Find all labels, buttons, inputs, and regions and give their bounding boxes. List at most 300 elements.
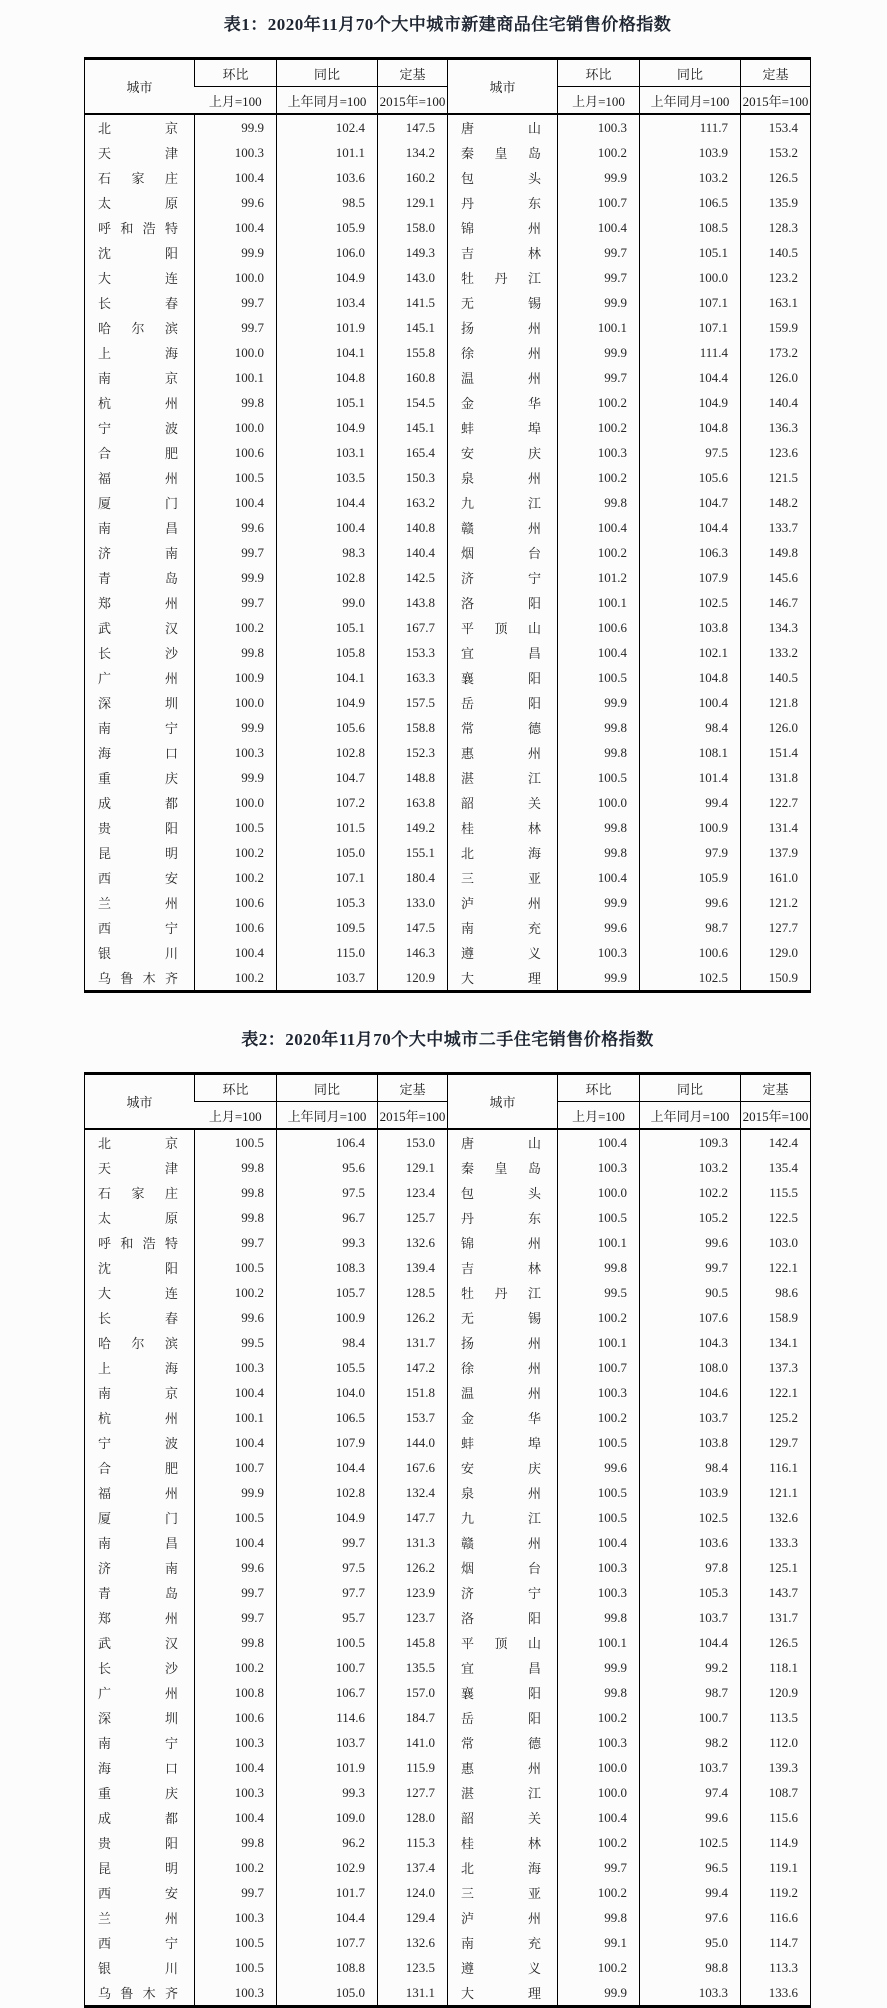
index-value-cell: 99.8 xyxy=(558,1605,640,1630)
city-name: 徐州 xyxy=(461,346,541,361)
index-value-cell: 143.8 xyxy=(378,590,448,615)
index-value-cell: 99.6 xyxy=(640,1805,741,1830)
index-value-cell: 100.5 xyxy=(558,765,640,790)
index-value-cell: 100.6 xyxy=(195,890,277,915)
city-name: 天津 xyxy=(98,1161,178,1176)
index-value-cell: 100.6 xyxy=(195,1705,277,1730)
index-value-cell: 105.0 xyxy=(277,840,378,865)
index-value-cell: 100.2 xyxy=(195,840,277,865)
table-row xyxy=(85,390,811,415)
index-value-cell: 99.6 xyxy=(195,190,277,215)
index-value-cell: 132.4 xyxy=(378,1480,448,1505)
index-value-cell: 147.5 xyxy=(378,915,448,940)
index-value-cell: 132.6 xyxy=(378,1930,448,1955)
index-value-cell: 108.0 xyxy=(640,1355,741,1380)
index-value-cell: 133.6 xyxy=(741,1980,811,2007)
index-value-cell: 101.2 xyxy=(558,565,640,590)
index-value-cell: 163.3 xyxy=(378,665,448,690)
index-value-cell: 104.1 xyxy=(277,340,378,365)
index-value-cell: 104.4 xyxy=(277,1905,378,1930)
index-value-cell: 131.7 xyxy=(741,1605,811,1630)
index-value-cell: 104.3 xyxy=(640,1330,741,1355)
city-cell xyxy=(448,665,558,690)
index-value-cell: 99.7 xyxy=(277,1530,378,1555)
city-name: 襄阳 xyxy=(461,1686,541,1701)
index-value-cell: 132.6 xyxy=(378,1230,448,1255)
index-value-cell: 126.2 xyxy=(378,1305,448,1330)
city-cell xyxy=(85,1430,195,1455)
city-name: 沈阳 xyxy=(98,246,178,261)
index-value-cell: 104.9 xyxy=(640,390,741,415)
city-cell xyxy=(448,840,558,865)
index-value-cell: 123.5 xyxy=(378,1955,448,1980)
city-name: 厦门 xyxy=(98,496,178,511)
table2-header xyxy=(85,1074,811,1130)
index-value-cell: 100.4 xyxy=(640,690,741,715)
index-value-cell: 132.6 xyxy=(741,1505,811,1530)
index-value-cell: 148.2 xyxy=(741,490,811,515)
index-value-cell: 102.2 xyxy=(640,1180,741,1205)
city-name: 包头 xyxy=(461,1186,541,1201)
index-value-cell: 180.4 xyxy=(378,865,448,890)
city-name: 杭州 xyxy=(98,396,178,411)
table-row xyxy=(85,890,811,915)
city-name: 成都 xyxy=(98,1811,178,1826)
city-cell xyxy=(85,365,195,390)
index-value-cell: 98.7 xyxy=(640,1680,741,1705)
index-value-cell: 145.6 xyxy=(741,565,811,590)
city-cell xyxy=(85,290,195,315)
city-name: 九江 xyxy=(461,496,541,511)
index-value-cell: 103.1 xyxy=(277,440,378,465)
table-row xyxy=(85,440,811,465)
index-value-cell: 99.7 xyxy=(558,265,640,290)
index-value-cell: 111.7 xyxy=(640,114,741,140)
city-name: 武汉 xyxy=(98,621,178,636)
city-cell xyxy=(448,315,558,340)
index-value-cell: 100.5 xyxy=(195,1129,277,1155)
index-value-cell: 144.0 xyxy=(378,1430,448,1455)
city-cell xyxy=(85,915,195,940)
index-value-cell: 146.3 xyxy=(378,940,448,965)
index-value-cell: 100.5 xyxy=(558,1205,640,1230)
mom-header: 环比 xyxy=(558,59,640,87)
index-value-cell: 100.4 xyxy=(558,1129,640,1155)
index-value-cell: 139.4 xyxy=(378,1255,448,1280)
city-cell xyxy=(85,1480,195,1505)
city-name: 大连 xyxy=(98,1286,178,1301)
index-value-cell: 99.8 xyxy=(195,640,277,665)
table-row xyxy=(85,1380,811,1405)
city-name: 昆明 xyxy=(98,846,178,861)
index-value-cell: 100.0 xyxy=(195,340,277,365)
index-value-cell: 96.5 xyxy=(640,1855,741,1880)
city-name: 兰州 xyxy=(98,1911,178,1926)
index-value-cell: 147.5 xyxy=(378,114,448,140)
city-name: 西安 xyxy=(98,871,178,886)
index-value-cell: 99.8 xyxy=(195,1630,277,1655)
index-value-cell: 100.5 xyxy=(558,1430,640,1455)
index-value-cell: 107.9 xyxy=(640,565,741,590)
index-value-cell: 116.6 xyxy=(741,1905,811,1930)
index-value-cell: 97.6 xyxy=(640,1905,741,1930)
index-value-cell: 99.8 xyxy=(195,1155,277,1180)
index-value-cell: 100.4 xyxy=(195,490,277,515)
city-cell xyxy=(448,515,558,540)
city-name: 西宁 xyxy=(98,1936,178,1951)
index-value-cell: 100.4 xyxy=(195,1805,277,1830)
index-value-cell: 160.8 xyxy=(378,365,448,390)
index-value-cell: 99.9 xyxy=(558,690,640,715)
index-value-cell: 99.9 xyxy=(195,240,277,265)
table-row xyxy=(85,540,811,565)
index-value-cell: 157.0 xyxy=(378,1680,448,1705)
city-name: 乌鲁木齐 xyxy=(98,1986,178,2001)
index-value-cell: 123.2 xyxy=(741,265,811,290)
index-value-cell: 129.7 xyxy=(741,1430,811,1455)
index-value-cell: 173.2 xyxy=(741,340,811,365)
index-value-cell: 137.9 xyxy=(741,840,811,865)
city-name: 洛阳 xyxy=(461,596,541,611)
index-value-cell: 99.6 xyxy=(640,890,741,915)
city-name: 赣州 xyxy=(461,1536,541,1551)
index-value-cell: 105.5 xyxy=(277,1355,378,1380)
city-cell xyxy=(85,1505,195,1530)
index-value-cell: 100.2 xyxy=(558,1405,640,1430)
city-name: 襄阳 xyxy=(461,671,541,686)
city-name: 桂林 xyxy=(461,821,541,836)
index-value-cell: 100.1 xyxy=(558,590,640,615)
index-value-cell: 103.0 xyxy=(741,1230,811,1255)
index-value-cell: 101.1 xyxy=(277,140,378,165)
mom-base-header: 上月=100 xyxy=(558,87,640,115)
city-name: 安庆 xyxy=(461,446,541,461)
city-cell xyxy=(85,465,195,490)
table-row xyxy=(85,865,811,890)
city-name: 北海 xyxy=(461,1861,541,1876)
city-name: 北京 xyxy=(98,1136,178,1151)
city-name: 福州 xyxy=(98,471,178,486)
index-value-cell: 107.1 xyxy=(640,290,741,315)
table-row xyxy=(85,1955,811,1980)
index-value-cell: 139.3 xyxy=(741,1755,811,1780)
city-cell xyxy=(448,1930,558,1955)
index-value-cell: 103.7 xyxy=(277,1730,378,1755)
city-cell xyxy=(448,190,558,215)
city-name: 锦州 xyxy=(461,1236,541,1251)
fixed-base-sub-header: 2015年=100 xyxy=(741,1102,811,1130)
index-value-cell: 100.6 xyxy=(195,915,277,940)
index-value-cell: 100.3 xyxy=(195,1355,277,1380)
index-value-cell: 104.7 xyxy=(277,765,378,790)
city-cell xyxy=(448,1555,558,1580)
index-value-cell: 100.2 xyxy=(558,1305,640,1330)
city-cell xyxy=(85,1255,195,1280)
index-value-cell: 113.3 xyxy=(741,1955,811,1980)
index-value-cell: 100.2 xyxy=(558,465,640,490)
index-value-cell: 99.6 xyxy=(558,1455,640,1480)
city-cell xyxy=(448,1430,558,1455)
city-name: 扬州 xyxy=(461,1336,541,1351)
index-value-cell: 99.7 xyxy=(558,1855,640,1880)
fixed-base-header: 定基 xyxy=(741,59,811,87)
city-name: 合肥 xyxy=(98,446,178,461)
table-row xyxy=(85,490,811,515)
index-value-cell: 100.8 xyxy=(195,1680,277,1705)
fixed-base-header: 定基 xyxy=(378,1074,448,1102)
city-cell xyxy=(85,340,195,365)
city-name: 上海 xyxy=(98,346,178,361)
index-value-cell: 113.5 xyxy=(741,1705,811,1730)
index-value-cell: 133.3 xyxy=(741,1530,811,1555)
city-cell xyxy=(448,290,558,315)
table1-title: 表1：2020年11月70个大中城市新建商品住宅销售价格指数 xyxy=(223,15,672,34)
index-value-cell: 97.9 xyxy=(640,840,741,865)
index-value-cell: 107.9 xyxy=(277,1430,378,1455)
index-value-cell: 121.8 xyxy=(741,690,811,715)
index-value-cell: 155.8 xyxy=(378,340,448,365)
index-value-cell: 157.5 xyxy=(378,690,448,715)
index-value-cell: 108.8 xyxy=(277,1955,378,1980)
table2-body xyxy=(85,1129,811,2007)
index-value-cell: 105.1 xyxy=(277,615,378,640)
city-cell xyxy=(85,790,195,815)
index-value-cell: 112.0 xyxy=(741,1730,811,1755)
city-cell xyxy=(448,1380,558,1405)
city-cell xyxy=(85,740,195,765)
city-name: 泸州 xyxy=(461,896,541,911)
city-name: 郑州 xyxy=(98,1611,178,1626)
city-cell xyxy=(85,114,195,140)
city-name: 昆明 xyxy=(98,1861,178,1876)
city-name: 赣州 xyxy=(461,521,541,536)
index-value-cell: 109.3 xyxy=(640,1129,741,1155)
city-cell xyxy=(448,915,558,940)
index-value-cell: 99.2 xyxy=(640,1655,741,1680)
city-name: 金华 xyxy=(461,396,541,411)
index-value-cell: 125.7 xyxy=(378,1205,448,1230)
mom-header: 环比 xyxy=(558,1074,640,1102)
index-value-cell: 104.7 xyxy=(640,490,741,515)
index-value-cell: 108.5 xyxy=(640,215,741,240)
city-name: 无锡 xyxy=(461,296,541,311)
index-value-cell: 103.6 xyxy=(277,165,378,190)
city-cell xyxy=(448,1680,558,1705)
city-name: 济宁 xyxy=(461,1586,541,1601)
city-cell xyxy=(85,1630,195,1655)
city-cell xyxy=(448,114,558,140)
city-name: 平顶山 xyxy=(461,1636,541,1651)
index-value-cell: 99.3 xyxy=(277,1230,378,1255)
index-value-cell: 100.4 xyxy=(195,215,277,240)
index-value-cell: 161.0 xyxy=(741,865,811,890)
city-cell xyxy=(448,365,558,390)
table-row xyxy=(85,790,811,815)
index-value-cell: 100.2 xyxy=(558,140,640,165)
index-value-cell: 100.0 xyxy=(195,690,277,715)
index-value-cell: 107.7 xyxy=(277,1930,378,1955)
city-name: 长春 xyxy=(98,296,178,311)
index-value-cell: 141.5 xyxy=(378,290,448,315)
index-value-cell: 104.9 xyxy=(277,690,378,715)
index-value-cell: 105.3 xyxy=(640,1580,741,1605)
table-row xyxy=(85,1530,811,1555)
city-name: 丹东 xyxy=(461,1211,541,1226)
index-value-cell: 100.4 xyxy=(195,1755,277,1780)
index-value-cell: 99.5 xyxy=(195,1330,277,1355)
table-row xyxy=(85,1255,811,1280)
city-name: 海口 xyxy=(98,1761,178,1776)
index-value-cell: 102.4 xyxy=(277,114,378,140)
index-value-cell: 100.3 xyxy=(558,1555,640,1580)
index-value-cell: 99.8 xyxy=(195,1180,277,1205)
table-row xyxy=(85,1205,811,1230)
city-cell xyxy=(448,615,558,640)
city-cell xyxy=(85,815,195,840)
city-cell xyxy=(448,1205,558,1230)
city-cell xyxy=(85,665,195,690)
city-cell xyxy=(448,390,558,415)
city-cell xyxy=(85,865,195,890)
city-name: 合肥 xyxy=(98,1461,178,1476)
index-value-cell: 106.4 xyxy=(277,1129,378,1155)
fixed-base-header: 定基 xyxy=(741,1074,811,1102)
table-row xyxy=(85,1355,811,1380)
index-value-cell: 101.4 xyxy=(640,765,741,790)
index-value-cell: 111.4 xyxy=(640,340,741,365)
city-cell xyxy=(85,690,195,715)
table-row xyxy=(85,1830,811,1855)
city-cell xyxy=(85,640,195,665)
index-value-cell: 99.6 xyxy=(195,1555,277,1580)
city-name: 秦皇岛 xyxy=(461,1161,541,1176)
table-row xyxy=(85,940,811,965)
index-value-cell: 99.3 xyxy=(277,1780,378,1805)
index-value-cell: 131.8 xyxy=(741,765,811,790)
city-name: 宁波 xyxy=(98,421,178,436)
city-cell xyxy=(85,1380,195,1405)
index-value-cell: 100.0 xyxy=(195,790,277,815)
index-value-cell: 108.7 xyxy=(741,1780,811,1805)
index-value-cell: 99.7 xyxy=(195,1580,277,1605)
index-value-cell: 115.5 xyxy=(741,1180,811,1205)
index-value-cell: 122.7 xyxy=(741,790,811,815)
index-value-cell: 154.5 xyxy=(378,390,448,415)
index-value-cell: 98.4 xyxy=(277,1330,378,1355)
city-name: 无锡 xyxy=(461,1311,541,1326)
index-value-cell: 100.5 xyxy=(195,1255,277,1280)
index-value-cell: 99.4 xyxy=(640,1880,741,1905)
index-value-cell: 104.6 xyxy=(640,1380,741,1405)
index-value-cell: 141.0 xyxy=(378,1730,448,1755)
index-value-cell: 100.2 xyxy=(558,1955,640,1980)
city-cell xyxy=(85,1680,195,1705)
index-value-cell: 98.3 xyxy=(277,540,378,565)
index-value-cell: 105.6 xyxy=(277,715,378,740)
city-cell xyxy=(85,1655,195,1680)
index-value-cell: 114.7 xyxy=(741,1930,811,1955)
index-value-cell: 100.2 xyxy=(558,390,640,415)
city-name: 深圳 xyxy=(98,1711,178,1726)
index-value-cell: 115.6 xyxy=(741,1805,811,1830)
index-value-cell: 105.7 xyxy=(277,1280,378,1305)
table-row xyxy=(85,965,811,992)
city-name: 济南 xyxy=(98,1561,178,1576)
index-value-cell: 100.4 xyxy=(558,640,640,665)
city-cell xyxy=(85,1330,195,1355)
city-cell xyxy=(448,740,558,765)
index-value-cell: 100.3 xyxy=(558,1730,640,1755)
index-value-cell: 136.3 xyxy=(741,415,811,440)
index-value-cell: 100.3 xyxy=(195,140,277,165)
index-value-cell: 103.9 xyxy=(640,1480,741,1505)
table-row xyxy=(85,1430,811,1455)
city-name: 大连 xyxy=(98,271,178,286)
index-value-cell: 118.1 xyxy=(741,1655,811,1680)
table-row xyxy=(85,1505,811,1530)
index-value-cell: 106.5 xyxy=(277,1405,378,1430)
table1-header xyxy=(85,59,811,115)
city-name: 岳阳 xyxy=(461,1711,541,1726)
index-value-cell: 100.9 xyxy=(277,1305,378,1330)
city-cell xyxy=(85,890,195,915)
index-value-cell: 99.7 xyxy=(195,1880,277,1905)
city-cell xyxy=(448,1255,558,1280)
index-value-cell: 100.4 xyxy=(558,865,640,890)
index-value-cell: 99.9 xyxy=(558,340,640,365)
index-value-cell: 100.2 xyxy=(195,965,277,992)
city-cell xyxy=(85,415,195,440)
city-name: 南宁 xyxy=(98,1736,178,1751)
index-value-cell: 100.6 xyxy=(558,615,640,640)
index-value-cell: 97.5 xyxy=(277,1180,378,1205)
city-name: 牡丹江 xyxy=(461,271,541,286)
index-value-cell: 142.5 xyxy=(378,565,448,590)
index-value-cell: 99.5 xyxy=(558,1280,640,1305)
city-cell xyxy=(85,1180,195,1205)
index-value-cell: 122.5 xyxy=(741,1205,811,1230)
index-value-cell: 102.5 xyxy=(640,965,741,992)
city-cell xyxy=(448,1805,558,1830)
city-cell xyxy=(448,1129,558,1155)
yoy-header: 同比 xyxy=(277,1074,378,1102)
city-name: 长沙 xyxy=(98,646,178,661)
city-cell xyxy=(448,1455,558,1480)
city-cell xyxy=(448,565,558,590)
city-cell xyxy=(448,715,558,740)
index-value-cell: 99.8 xyxy=(195,1830,277,1855)
index-value-cell: 99.9 xyxy=(195,765,277,790)
index-value-cell: 108.3 xyxy=(277,1255,378,1280)
index-value-cell: 100.7 xyxy=(277,1655,378,1680)
index-value-cell: 106.7 xyxy=(277,1680,378,1705)
city-cell xyxy=(448,240,558,265)
index-value-cell: 131.1 xyxy=(378,1980,448,2007)
index-value-cell: 129.1 xyxy=(378,1155,448,1180)
city-cell xyxy=(85,1880,195,1905)
index-value-cell: 100.5 xyxy=(558,665,640,690)
table-row xyxy=(85,1129,811,1155)
index-value-cell: 99.8 xyxy=(558,1255,640,1280)
city-name: 惠州 xyxy=(461,1761,541,1776)
city-cell xyxy=(85,515,195,540)
city-cell xyxy=(85,1405,195,1430)
index-value-cell: 99.4 xyxy=(640,790,741,815)
city-cell xyxy=(448,965,558,992)
city-name: 大理 xyxy=(461,1986,541,2001)
city-cell xyxy=(448,1405,558,1430)
index-value-cell: 99.7 xyxy=(195,315,277,340)
